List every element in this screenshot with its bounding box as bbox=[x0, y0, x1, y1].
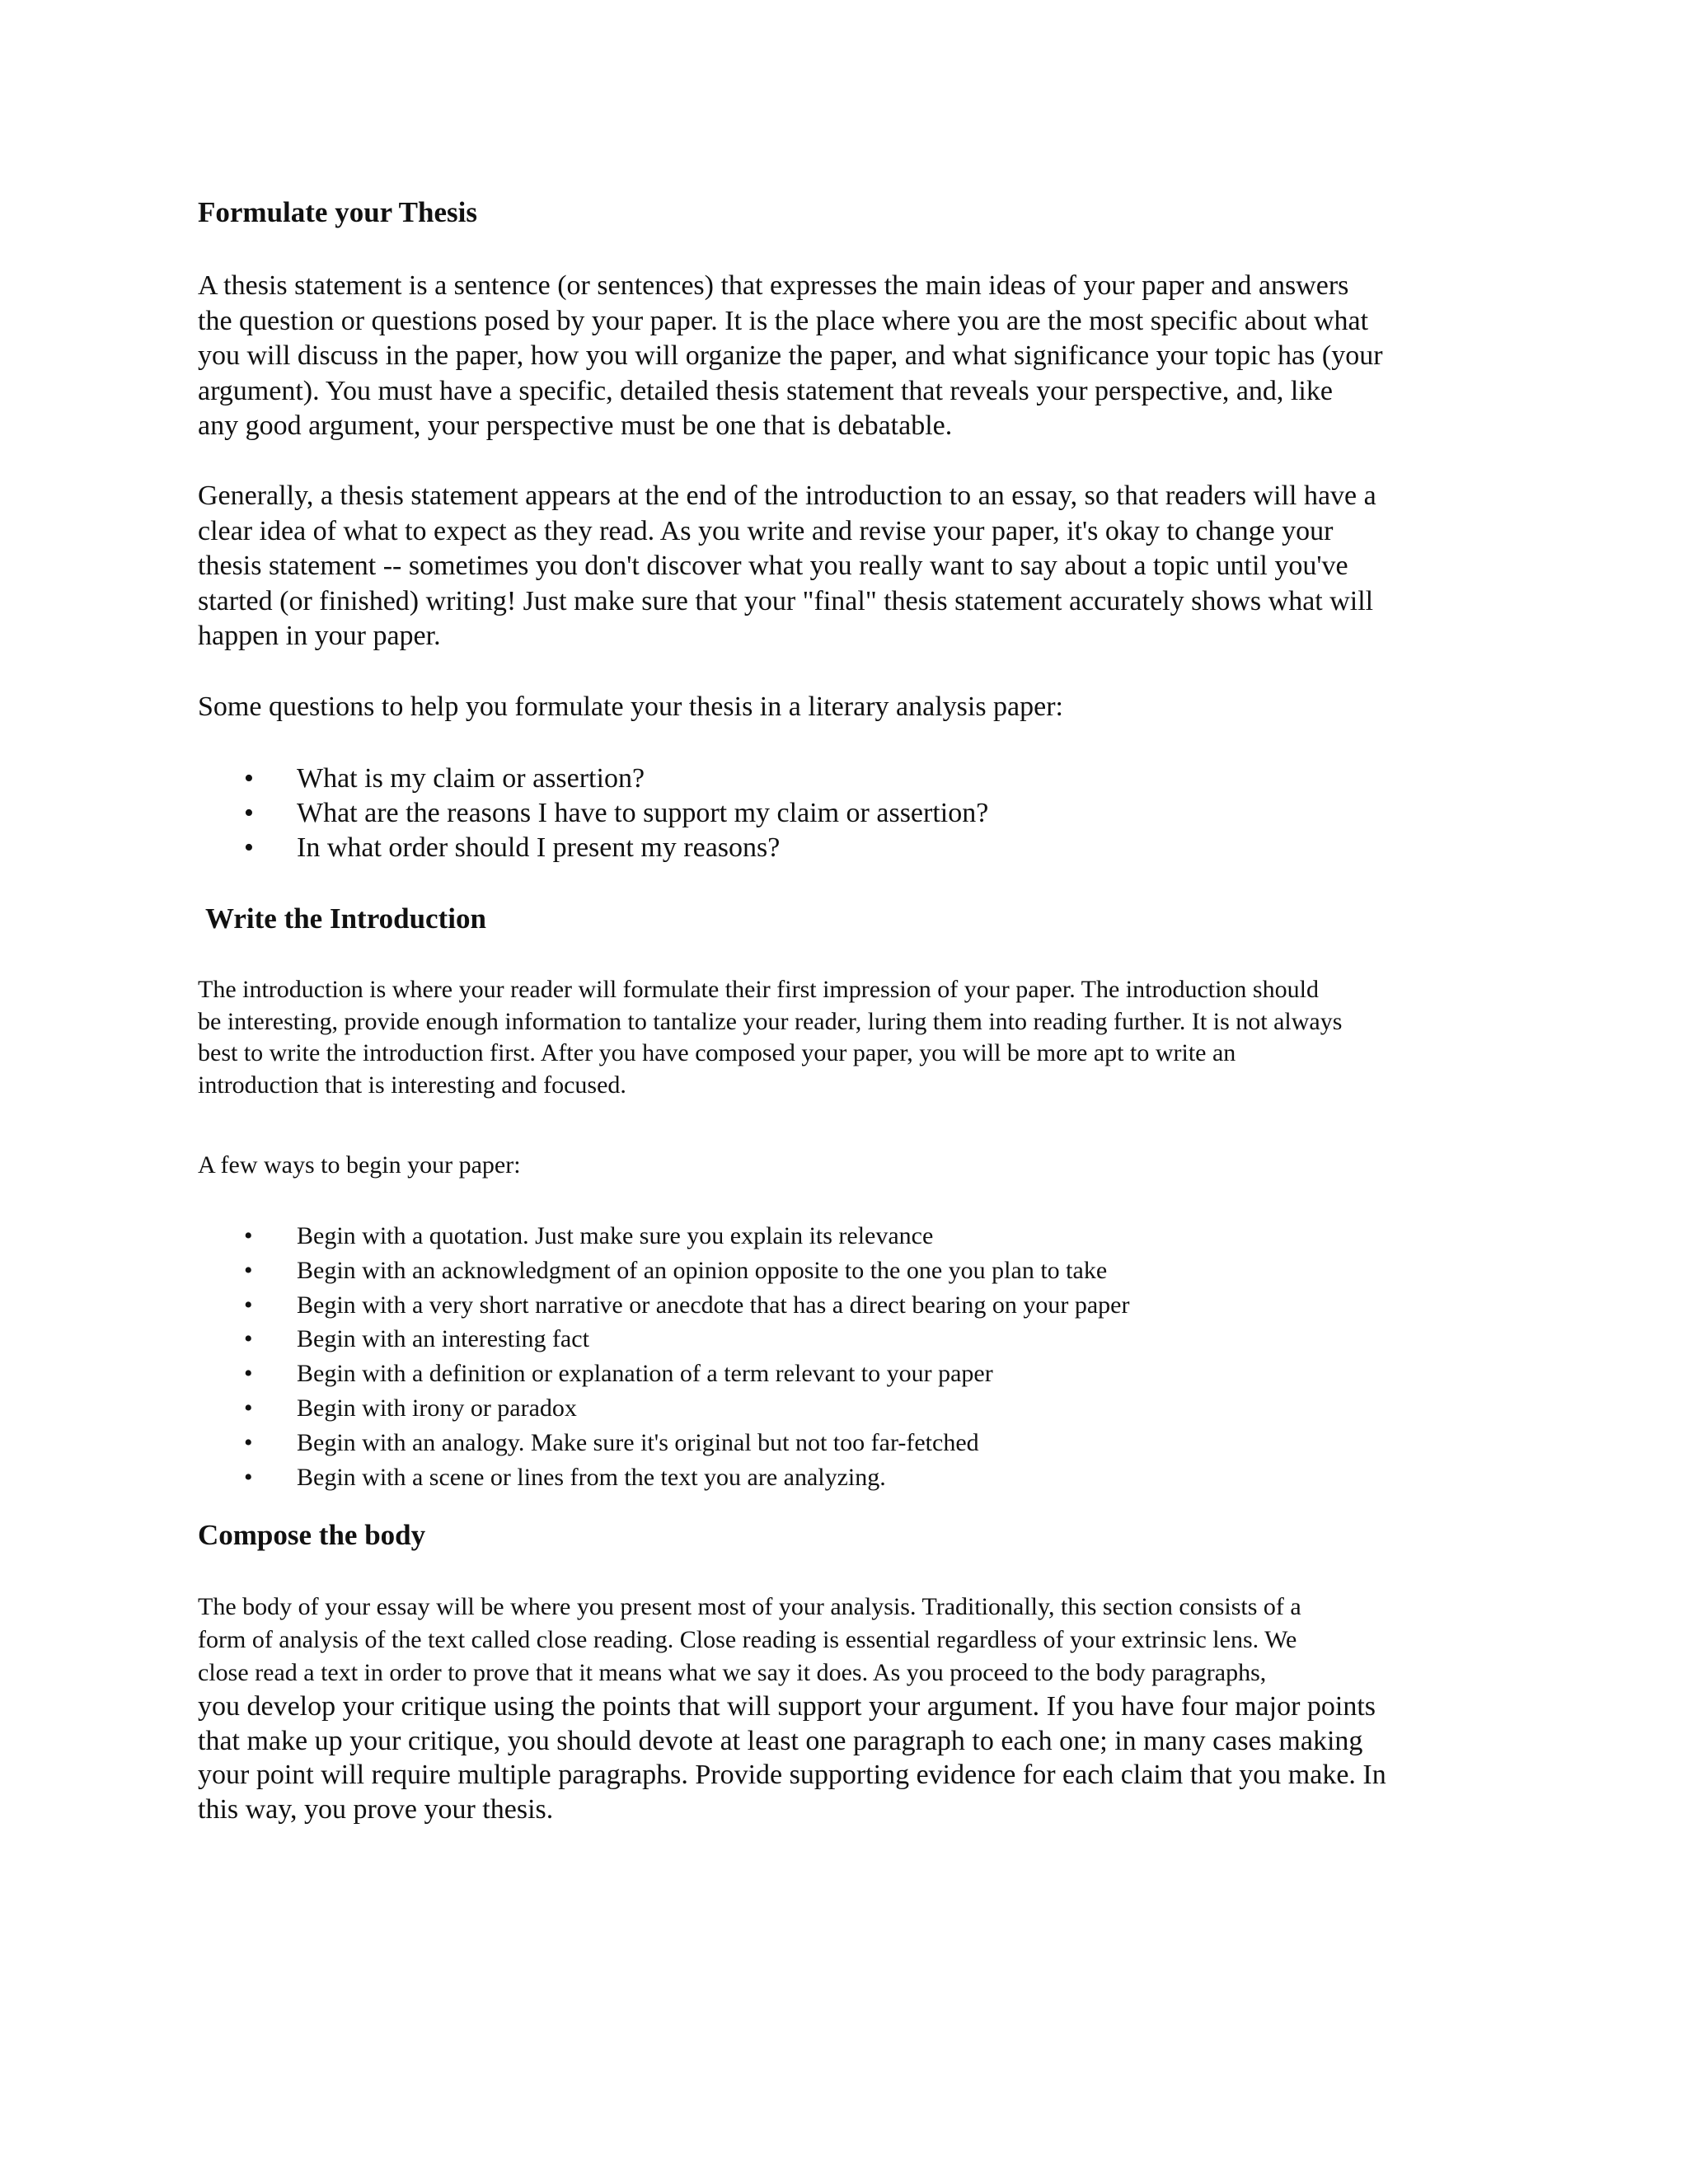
list-item bbox=[198, 796, 1484, 831]
bullet-icon: • bbox=[244, 798, 254, 828]
questions-list bbox=[198, 762, 1484, 865]
list-item bbox=[198, 1460, 1484, 1495]
text-line: that make up your critique, you should devote at least one paragraph to each one; in many cases making bbox=[198, 1725, 1363, 1756]
text-line: be interesting, provide enough information to tantalize your reader, luring them into reading further. It is not always bbox=[198, 1007, 1343, 1035]
thesis-paragraph-1 bbox=[198, 269, 1484, 444]
thesis-paragraph-2 bbox=[198, 479, 1484, 654]
text-line: your point will require multiple paragraphs. Provide supporting evidence for each claim that you make. In bbox=[198, 1760, 1386, 1790]
list-item-text: What is my claim or assertion? bbox=[297, 763, 645, 794]
bullet-icon: • bbox=[244, 1394, 253, 1422]
bullet-icon: • bbox=[244, 1428, 253, 1456]
list-item bbox=[198, 1391, 1484, 1426]
text-line: clear idea of what to expect as they read. As you write and revise your paper, it's okay to change your bbox=[198, 515, 1334, 546]
bullet-icon: • bbox=[244, 1222, 253, 1249]
bullet-icon: • bbox=[244, 832, 254, 863]
ways-list bbox=[198, 1219, 1484, 1494]
text-line: form of analysis of the text called close reading. Close reading is essential regardless of your extrinsic lens. We bbox=[198, 1626, 1297, 1653]
text-line: happen in your paper. bbox=[198, 621, 441, 651]
text-line: close read a text in order to prove that it means what we say it does. As you proceed to the body paragraphs, bbox=[198, 1659, 1267, 1686]
text-line: you will discuss in the paper, how you will organize the paper, and what significance your topic has (your bbox=[198, 340, 1383, 371]
list-item-text: Begin with a very short narrative or anecdote that has a direct bearing on your paper bbox=[297, 1291, 1130, 1319]
bullet-icon: • bbox=[244, 1291, 253, 1319]
text-line: thesis statement -- sometimes you don't discover what you really want to say about a topic until you've bbox=[198, 551, 1348, 581]
list-item bbox=[198, 762, 1484, 796]
text-line: The introduction is where your reader will formulate their first impression of your paper. The introduction should bbox=[198, 976, 1319, 1003]
bullet-icon: • bbox=[244, 763, 254, 794]
list-item bbox=[198, 831, 1484, 865]
list-item bbox=[198, 1219, 1484, 1254]
thesis-heading: Formulate your Thesis bbox=[198, 196, 477, 228]
text-line: any good argument, your perspective must be one that is debatable. bbox=[198, 410, 953, 441]
list-item bbox=[198, 1426, 1484, 1460]
text-line: started (or finished) writing! Just make sure that your "final" thesis statement accurately shows what will bbox=[198, 585, 1374, 616]
bullet-icon: • bbox=[244, 1325, 253, 1353]
list-item-text: Begin with a scene or lines from the text you are analyzing. bbox=[297, 1463, 886, 1491]
bullet-icon: • bbox=[244, 1360, 253, 1388]
text-line: you develop your critique using the points that will support your argument. If you have four major points bbox=[198, 1691, 1376, 1722]
text-line: introduction that is interesting and focused. bbox=[198, 1071, 626, 1099]
ways-intro: A few ways to begin your paper: bbox=[198, 1151, 521, 1179]
list-item-text: Begin with an analogy. Make sure it's original but not too far-fetched bbox=[297, 1428, 979, 1456]
bullet-icon: • bbox=[244, 1256, 253, 1284]
text-line: this way, you prove your thesis. bbox=[198, 1793, 554, 1825]
text-line: Generally, a thesis statement appears at the end of the introduction to an essay, so that readers will have a bbox=[198, 480, 1376, 511]
list-item-text: Begin with an acknowledgment of an opinion opposite to the one you plan to take bbox=[297, 1256, 1108, 1284]
list-item-text: In what order should I present my reasons? bbox=[297, 832, 781, 863]
bullet-icon: • bbox=[244, 1463, 253, 1491]
list-item-text: Begin with irony or paradox bbox=[297, 1394, 577, 1422]
text-line: A thesis statement is a sentence (or sentences) that expresses the main ideas of your paper and answers bbox=[198, 270, 1349, 301]
body-heading: Compose the body bbox=[198, 1519, 426, 1551]
list-item bbox=[198, 1288, 1484, 1323]
list-item-text: Begin with a definition or explanation of a term relevant to your paper bbox=[297, 1360, 993, 1388]
list-item bbox=[198, 1357, 1484, 1391]
list-item bbox=[198, 1254, 1484, 1288]
list-item bbox=[198, 1322, 1484, 1357]
text-line: best to write the introduction first. After you have composed your paper, you will be more apt to write an bbox=[198, 1039, 1236, 1066]
introduction-paragraph bbox=[198, 974, 1484, 1101]
text-line: The body of your essay will be where you present most of your analysis. Traditionally, this section consists of a bbox=[198, 1593, 1301, 1620]
list-item-text: What are the reasons I have to support my claim or assertion? bbox=[297, 798, 989, 828]
body-paragraph bbox=[198, 1591, 1484, 1826]
questions-intro: Some questions to help you formulate your thesis in a literary analysis paper: bbox=[198, 691, 1063, 722]
text-line: the question or questions posed by your paper. It is the place where you are the most specific about what bbox=[198, 305, 1369, 336]
list-item-text: Begin with an interesting fact bbox=[297, 1325, 589, 1353]
introduction-heading: Write the Introduction bbox=[205, 902, 486, 935]
text-line: argument). You must have a specific, detailed thesis statement that reveals your perspective, and, like bbox=[198, 375, 1333, 406]
list-item-text: Begin with a quotation. Just make sure you explain its relevance bbox=[297, 1222, 934, 1249]
